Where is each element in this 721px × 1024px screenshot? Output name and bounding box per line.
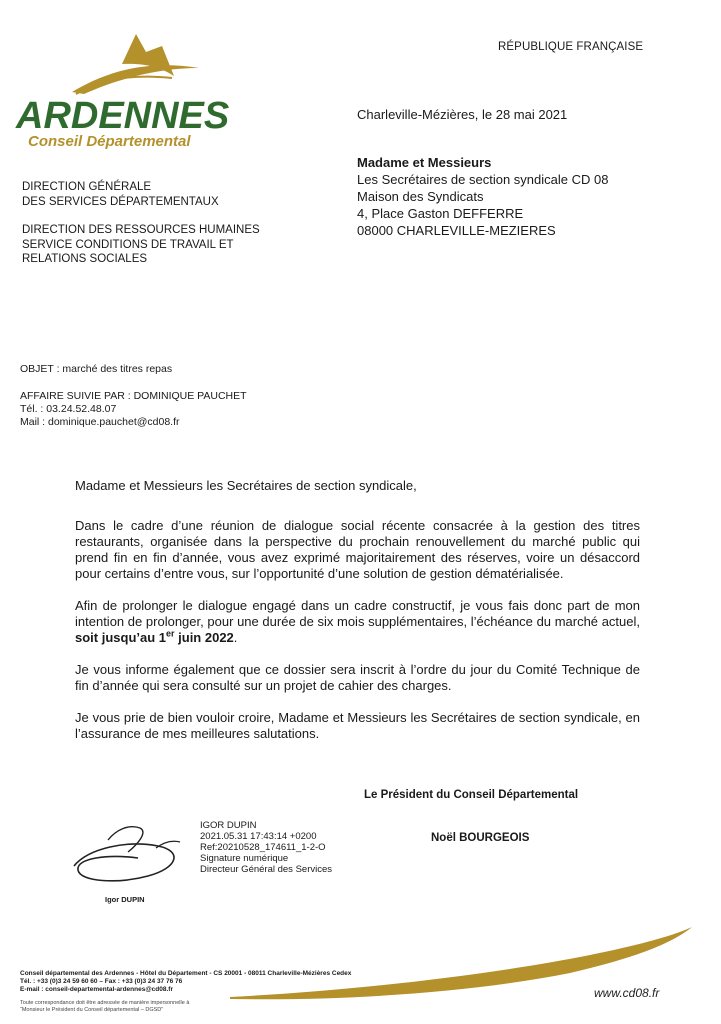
recipient-line-2: Les Secrétaires de section syndicale CD 08: [357, 172, 609, 187]
recipient-line-1: Madame et Messieurs: [357, 155, 492, 170]
recipient-line-4: 4, Place Gaston DEFFERRE: [357, 206, 524, 221]
footer-note: [20, 1000, 189, 1014]
contact-mail: Mail : dominique.pauchet@cd08.fr: [20, 416, 180, 428]
affaire-suivie: AFFAIRE SUIVIE PAR : DOMINIQUE PAUCHET: [20, 390, 247, 402]
ordinal-superscript: er: [166, 628, 175, 639]
affaire-suivie-block: [20, 390, 247, 429]
republique-francaise: RÉPUBLIQUE FRANÇAISE: [498, 41, 644, 53]
paragraph-2: Afin de prolonger le dialogue engagé dans un cadre constructif, je vous fais donc part de mon intention de prolonger, pour une durée de six mois supplémentaires, l’échéance du marché actuel, soit jusqu’au 1er juin 2022.: [75, 598, 640, 645]
paragraph-2-bold: soit jusqu’au 1er juin 2022: [75, 628, 234, 645]
digital-timestamp: 2021.05.31 17:43:14 +0200: [200, 831, 317, 842]
digital-role: Directeur Général des Services: [200, 864, 332, 875]
digital-signature-block: [200, 820, 332, 875]
drh-line-2: SERVICE CONDITIONS DE TRAVAIL ET: [22, 238, 234, 251]
dg-line-1: DIRECTION GÉNÉRALE: [22, 181, 152, 193]
footer-phone: Tél. : +33 (0)3 24 59 60 60 – Fax : +33 (0)3 24 37 76 76: [20, 978, 183, 985]
ardennes-logo: [14, 30, 244, 155]
footer-note-line-2: “Monsieur le Président du Conseil départemental – DGSD”: [20, 1007, 164, 1013]
recipient-line-5: 08000 CHARLEVILLE-MEZIERES: [357, 223, 556, 238]
paragraph-3: Je vous informe également que ce dossier sera inscrit à l’ordre du jour du Comité Technique de fin d’année qui sera consulté sur un projet de cahier des charges.: [75, 662, 640, 693]
place-and-date: Charleville-Mézières, le 28 mai 2021: [357, 107, 568, 122]
footer-note-line-1: Toute correspondance doit être adressée de manière impersonnelle à: [20, 1000, 190, 1006]
signatory-name: Noël BOURGEOIS: [431, 832, 530, 844]
logo-wordmark: ARDENNES: [16, 95, 230, 137]
handwritten-signature-label: Igor DUPIN: [105, 895, 145, 904]
paragraph-1: Dans le cadre d’une réunion de dialogue social récente consacrée à la gestion des titres restaurants, organisée dans la perspective du prochain renouvellement du marché public qui prend fin en fin d’année, vous avez exprimé majoritairement des réserves, voire un désaccord pour certains d’entre vous, sur l’opportunité d’une solution de gestion dématérialisée.: [75, 518, 640, 581]
logo-subtitle: Conseil Départemental: [28, 133, 191, 150]
footer-email: E-mail : conseil-departemental-ardennes@cd08.fr: [20, 986, 173, 993]
recipient-address: [357, 154, 608, 239]
paragraph-2-text: Afin de prolonger le dialogue engagé dans un cadre constructif, je vous fais donc part de mon intention de prolonger, pour une durée de six mois supplémentaires, l’échéance du marché actuel,: [75, 598, 640, 629]
digital-reference: Ref:20210528_174611_1-2-O: [200, 842, 326, 853]
footer-address: Conseil départemental des Ardennes - Hôtel du Département - CS 20001 - 08011 Charleville-Mézières Cedex: [20, 970, 352, 977]
website-link[interactable]: www.cd08.fr: [594, 986, 660, 1000]
digital-type: Signature numérique: [200, 853, 289, 864]
paragraph-4: Je vous prie de bien vouloir croire, Madame et Messieurs les Secrétaires de section syndicale, en l’assurance de mes meilleures salutations.: [75, 710, 640, 741]
sender-directions: [22, 180, 260, 267]
digital-signer: IGOR DUPIN: [200, 820, 257, 831]
handwritten-signature: [68, 818, 188, 893]
contact-phone: Tél. : 03.24.52.48.07: [20, 403, 117, 415]
drh-line-1: DIRECTION DES RESSOURCES HUMAINES: [22, 224, 260, 236]
letter-body: [75, 478, 640, 758]
footer-contact: [20, 970, 351, 994]
dg-line-2: DES SERVICES DÉPARTEMENTAUX: [22, 195, 219, 208]
objet-line: OBJET : marché des titres repas: [20, 363, 173, 375]
drh-line-3: RELATIONS SOCIALES: [22, 253, 148, 265]
recipient-line-3: Maison des Syndicats: [357, 189, 484, 204]
signatory-title: Le Président du Conseil Départemental: [364, 789, 579, 801]
salutation: Madame et Messieurs les Secrétaires de section syndicale,: [75, 478, 417, 493]
